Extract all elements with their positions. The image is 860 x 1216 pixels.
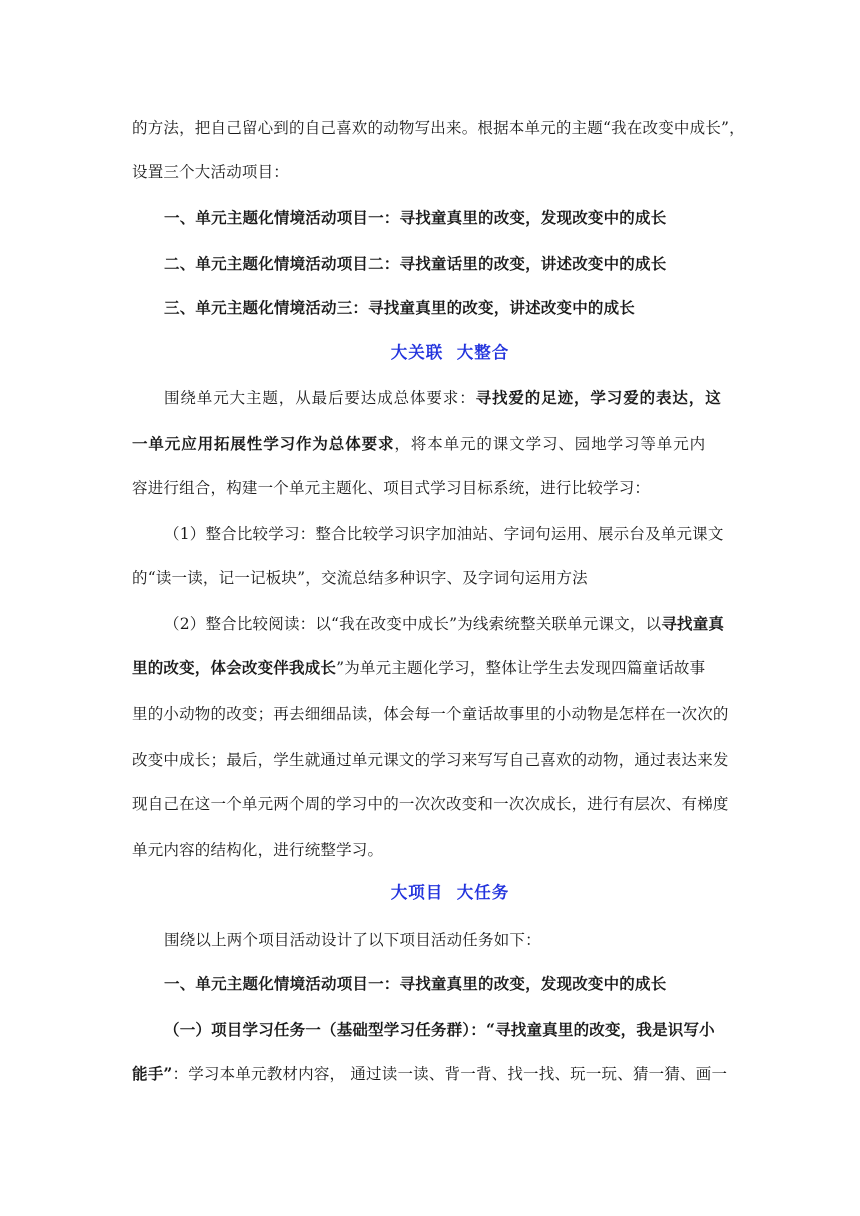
list-item-1-line-1: （1）整合比较学习：整合比较学习识字加油站、字词句运用、展示台及单元课文: [164, 525, 724, 543]
paragraph-emphasis: 能手”: [132, 1064, 173, 1083]
paragraph-text: （2）整合比较阅读：以“我在改变中成长”为线索统整关联单元课文，以: [164, 615, 662, 633]
section2-intro: 围绕以上两个项目活动设计了以下项目活动任务如下：: [164, 931, 541, 949]
paragraph-text: ”为单元主题化学习，整体让学生去发现四篇童话故事: [336, 659, 706, 677]
intro-line-1: 的方法，把自己留心到的自己喜欢的动物写出来。根据本单元的主题“我在改变中成长”，: [132, 119, 745, 137]
list-item-2-line-4: 改变中成长；最后，学生就通过单元课文的学习来写写自己喜欢的动物，通过表达来发: [132, 751, 729, 769]
paragraph-line: [164, 388, 764, 408]
paragraph-emphasis: 里的改变，体会改变伴我成长: [132, 658, 337, 677]
section2-project-1: 一、单元主题化情境活动项目一：寻找童真里的改变，发现改变中的成长: [164, 974, 667, 993]
list-item-2-line-5: 现自己在这一个单元两个周的学习中的一次次改变和一次次成长，进行有层次、有梯度: [132, 795, 729, 813]
paragraph-emphasis: 寻找童真: [661, 614, 725, 633]
project-item-1: 一、单元主题化情境活动项目一：寻找童真里的改变，发现改变中的成长: [164, 208, 667, 227]
project-item-2: 二、单元主题化情境活动项目二：寻找童话里的改变，讲述改变中的成长: [164, 254, 667, 273]
task-1-line-2: [132, 1064, 732, 1084]
paragraph-line: 容进行组合，构建一个单元主题化、项目式学习目标系统，进行比较学习：: [132, 479, 651, 497]
task-1-line-1: （一）项目学习任务一（基础型学习任务群）：“寻找童真里的改变，我是识写小: [164, 1020, 715, 1039]
list-item-2-line-3: 里的小动物的改变；再去细细品读，体会每一个童话故事里的小动物是怎样在一次次的: [132, 705, 729, 723]
paragraph-emphasis: 寻找爱的足迹，学习爱的表达，这: [475, 388, 722, 407]
list-item-2-line-6: 单元内容的结构化，进行统整学习。: [132, 841, 384, 859]
paragraph-text: ，将本单元的课文学习、园地学习等单元内: [394, 435, 707, 453]
section-heading-projects: 大项目 大任务: [390, 883, 510, 902]
paragraph-line: [132, 434, 732, 454]
intro-line-2: 设置三个大活动项目：: [132, 163, 290, 181]
section-heading-integration: 大关联 大整合: [390, 343, 510, 362]
list-item-1-line-2: 的“读一读，记一记板块”，交流总结多种识字、及字词句运用方法: [132, 569, 588, 587]
paragraph-text: 围绕单元大主题，从最后要达成总体要求：: [164, 389, 476, 407]
list-item-2-line-2: [132, 658, 732, 678]
project-item-3: 三、单元主题化情境活动三：寻找童真里的改变，讲述改变中的成长: [164, 298, 636, 317]
list-item-2-line-1: [164, 614, 764, 634]
paragraph-text: ：学习本单元教材内容， 通过读一读、背一背、找一找、玩一玩、猜一猜、画一: [172, 1065, 728, 1083]
paragraph-emphasis: 一单元应用拓展性学习作为总体要求: [132, 434, 395, 453]
